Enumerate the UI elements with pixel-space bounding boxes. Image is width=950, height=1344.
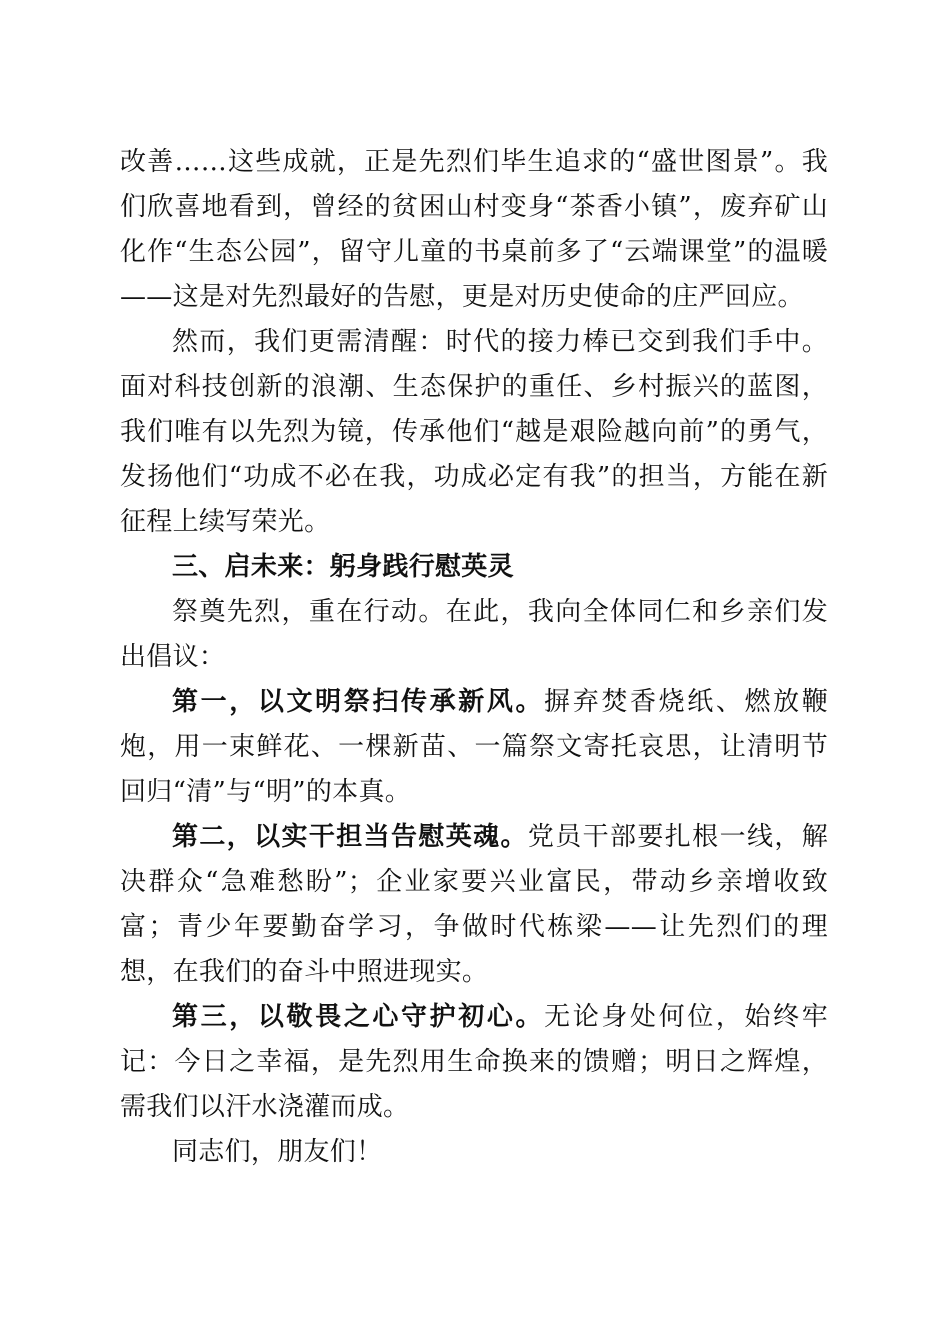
proposal-1 <box>120 680 828 815</box>
proposal-3-text: 无论身处何位，始终牢记：今日之幸福，是先烈用生命换来的馈赠；明日之辉煌，需我们以汗水浇灌而成。 <box>120 1002 828 1122</box>
proposal-2-text: 党员干部要扎根一线，解决群众“急难愁盼”；企业家要兴业富民，带动乡亲增收致富；青少年要勤奋学习，争做时代栋梁——让先烈们的理想，在我们的奋斗中照进现实。 <box>120 822 828 987</box>
proposal-2 <box>120 815 828 995</box>
proposal-1-lead: 第一，以文明祭扫传承新风。 <box>172 687 545 717</box>
proposal-3-lead: 第三，以敬畏之心守护初心。 <box>172 1002 545 1032</box>
proposal-2-lead: 第二，以实干担当告慰英魂。 <box>172 822 528 852</box>
paragraph-reflection: 然而，我们更需清醒：时代的接力棒已交到我们手中。面对科技创新的浪潮、生态保护的重任、乡村振兴的蓝图，我们唯有以先烈为镜，传承他们“越是艰险越向前”的勇气，发扬他们“功成不必在我，功成必定有我”的担当，方能在新征程上续写荣光。 <box>120 327 828 537</box>
proposal-1-text: 摒弃焚香烧纸、燃放鞭炮，用一束鲜花、一棵新苗、一篇祭文寄托哀思，让清明节回归“清”与“明”的本真。 <box>120 687 828 807</box>
document-body <box>120 140 828 1175</box>
paragraph-intro: 祭奠先烈，重在行动。在此，我向全体同仁和乡亲们发出倡议： <box>120 597 828 672</box>
paragraph-achievements: 改善……这些成就，正是先烈们毕生追求的“盛世图景”。我们欣喜地看到，曾经的贫困山村变身“茶香小镇”，废弃矿山化作“生态公园”，留守儿童的书桌前多了“云端课堂”的温暖——这是对先烈最好的告慰，更是对历史使命的庄严回应。 <box>120 147 828 312</box>
section-heading: 三、启未来：躬身践行慰英灵 <box>172 552 514 582</box>
proposal-3 <box>120 995 828 1130</box>
closing-salutation: 同志们，朋友们！ <box>172 1137 383 1167</box>
